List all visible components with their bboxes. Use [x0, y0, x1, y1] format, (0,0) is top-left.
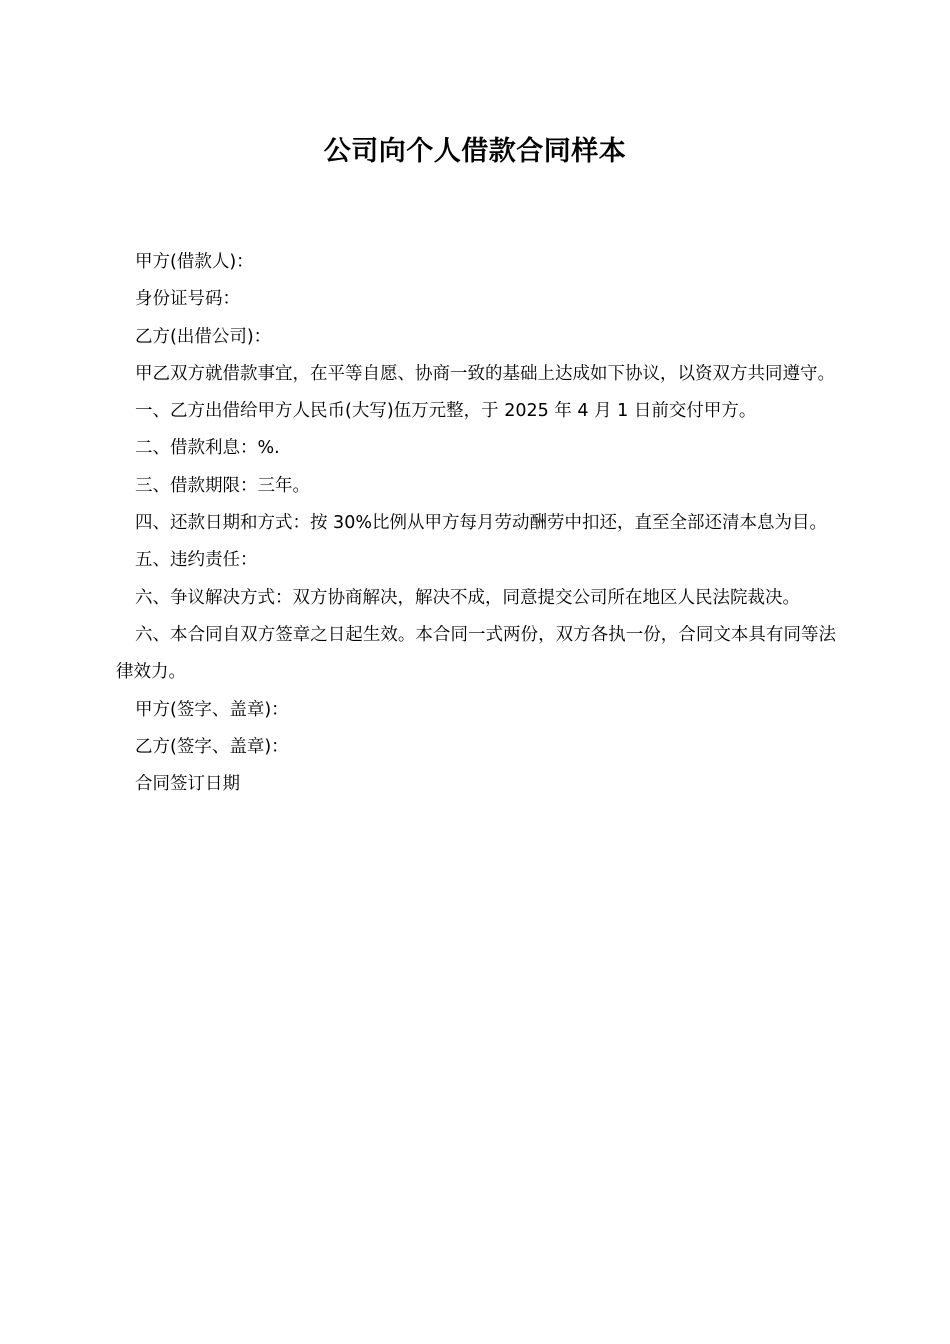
document-title: 公司向个人借款合同样本 — [323, 136, 627, 167]
clause-breach: 五、违约责任： — [135, 550, 258, 571]
party-b-signature-line: 乙方(签字、盖章)： — [135, 736, 289, 757]
party-b-line: 乙方(出借公司)： — [135, 326, 272, 347]
document-body — [116, 244, 836, 803]
party-a-line: 甲方(借款人)： — [135, 252, 254, 272]
preamble-paragraph: 甲乙双方就借款事宜，在平等自愿、协商一致的基础上达成如下协议，以资双方共同遵守。 — [135, 363, 835, 384]
signing-date-line: 合同签订日期 — [135, 774, 240, 795]
clause-repayment: 四、还款日期和方式：按 30%比例从甲方每月劳动酬劳中扣还，直至全部还清本息为目。 — [135, 513, 827, 534]
clause-effective: 六、本合同自双方签章之日起生效。本合同一式两份，双方各执一份，合同文本具有同等法律效力。 — [116, 624, 836, 683]
party-a-signature-line: 甲方(签字、盖章)： — [135, 699, 289, 720]
clause-loan-amount: 一、乙方出借给甲方人民币(大写)伍万元整，于 2025 年 4 月 1 日前交付甲方。 — [135, 401, 757, 422]
clause-term: 三、借款期限：三年。 — [135, 475, 310, 496]
clause-dispute: 六、争议解决方式：双方协商解决，解决不成，同意提交公司所在地区人民法院裁决。 — [135, 587, 800, 608]
clause-interest: 二、借款利息：%. — [135, 438, 280, 459]
id-number-line: 身份证号码： — [135, 289, 240, 310]
